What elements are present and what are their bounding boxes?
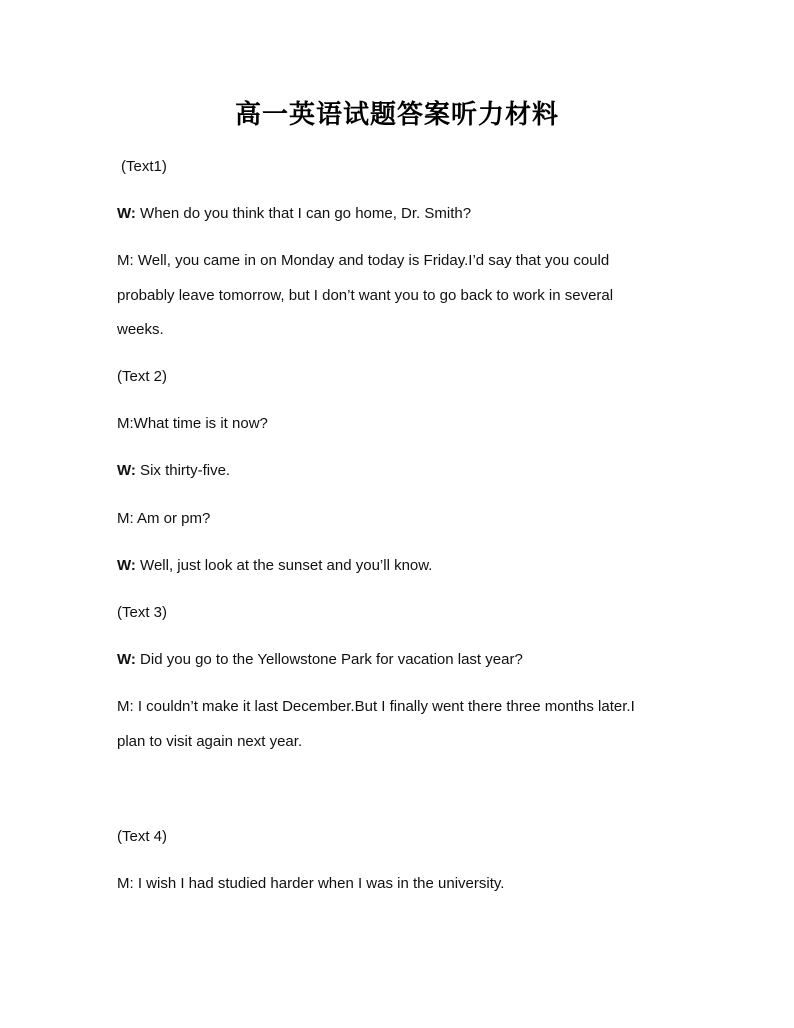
section-heading-text4: (Text 4) xyxy=(117,828,168,845)
dialogue-line xyxy=(117,462,230,480)
dialogue-line xyxy=(117,205,471,223)
line-text: Well, you came in on Monday and today is Friday.I’d say that you could xyxy=(133,252,610,269)
dialogue-line-continued xyxy=(117,321,164,339)
dialogue-line xyxy=(117,875,504,893)
dialogue-line xyxy=(117,651,523,669)
line-text: Am or pm? xyxy=(133,510,211,527)
speaker-label: M: xyxy=(117,875,134,892)
speaker-label: M: xyxy=(117,698,134,715)
line-text: Did you go to the Yellowstone Park for vacation last year? xyxy=(135,651,523,668)
line-text: I wish I had studied harder when I was in the university. xyxy=(133,875,505,892)
speaker-label: W: xyxy=(117,557,136,574)
speaker-label: M: xyxy=(117,415,134,432)
speaker-label: W: xyxy=(117,205,136,222)
document-title: 高一英语试题答案听力材料 xyxy=(234,100,559,130)
dialogue-line-continued xyxy=(117,287,613,305)
dialogue-line xyxy=(117,415,268,433)
section-heading-text1: (Text1) xyxy=(121,158,167,175)
dialogue-line xyxy=(117,510,210,528)
line-text: Six thirty-five. xyxy=(135,462,231,479)
line-text: When do you think that I can go home, Dr. Smith? xyxy=(135,205,472,222)
line-text: What time is it now? xyxy=(133,415,268,432)
section-heading-text2: (Text 2) xyxy=(117,368,168,385)
line-text: weeks. xyxy=(117,321,164,338)
dialogue-line xyxy=(117,252,609,270)
line-text: plan to visit again next year. xyxy=(117,733,303,750)
line-text: Well, just look at the sunset and you’ll know. xyxy=(135,557,433,574)
speaker-label: M: xyxy=(117,252,134,269)
dialogue-line xyxy=(117,698,635,716)
dialogue-line-continued xyxy=(117,733,302,751)
line-text: probably leave tomorrow, but I don’t want you to go back to work in several xyxy=(117,287,614,304)
section-heading-text3: (Text 3) xyxy=(117,604,168,621)
speaker-label: W: xyxy=(117,651,136,668)
line-text: I couldn’t make it last December.But I finally went there three months later.I xyxy=(133,698,635,715)
speaker-label: W: xyxy=(117,462,136,479)
speaker-label: M: xyxy=(117,510,134,527)
dialogue-line xyxy=(117,557,432,575)
